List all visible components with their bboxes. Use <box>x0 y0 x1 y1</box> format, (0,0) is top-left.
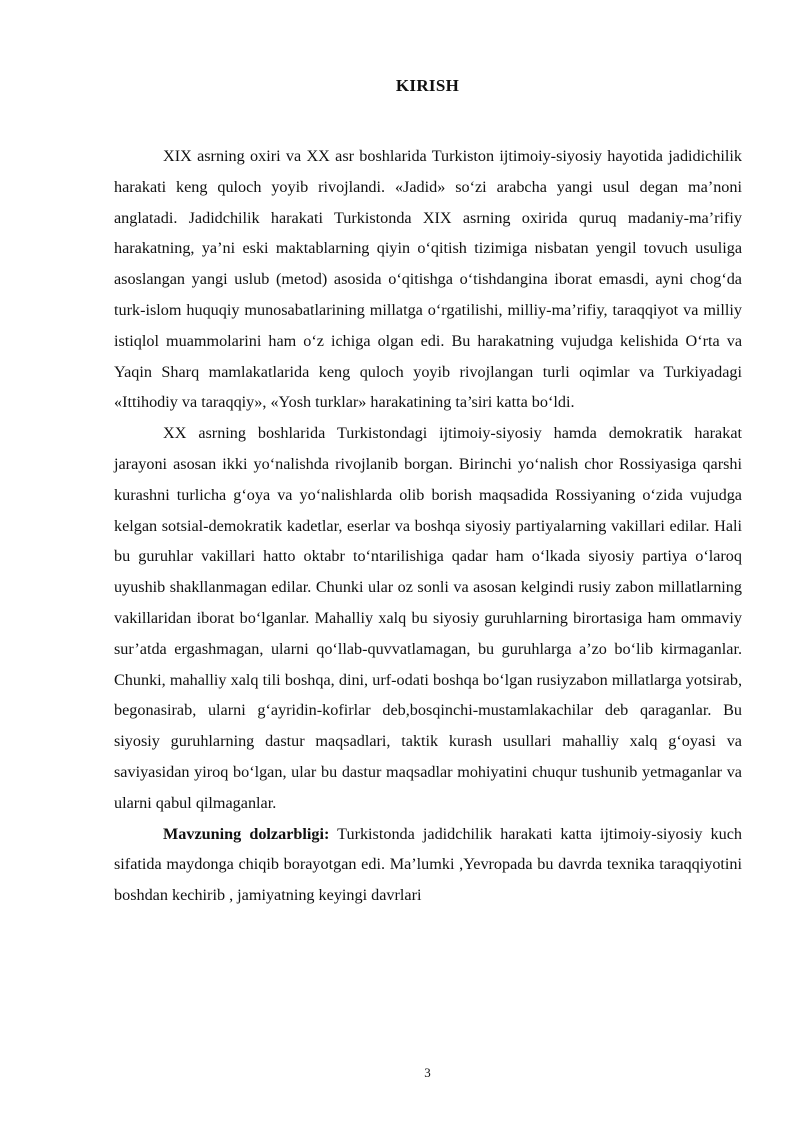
paragraph-relevance <box>114 819 742 911</box>
paragraph-political-movement <box>114 418 742 818</box>
paragraph-lead-heading: Mavzuning dolzarbligi: <box>163 824 330 843</box>
page-number: 3 <box>424 1065 431 1080</box>
document-body <box>114 141 742 911</box>
page-title: KIRISH <box>395 76 460 95</box>
paragraph-text: Turkistonda jadidchilik harakati katta ijtimoiy-siyosiy kuch sifatida maydonga chiqib borayotgan edi. Ma’lumki ,Yevropada bu davrda texnika taraqqiyotini boshdan kechirib , jamiyatning keyingi davrlari <box>114 824 742 905</box>
paragraph-intro <box>114 141 742 418</box>
paragraph-text: XX asrning boshlarida Turkistondagi ijtimoiy-siyosiy hamda demokratik harakat jarayoni asosan ikki yo‘nalishda rivojlanib borgan. Birinchi yo‘nalish chor Rossiyasiga qarshi kurashni turlicha g‘oya va yo‘nalishlarda olib borish maqsadida Rossiyaning o‘zida vujudga kelgan sotsial-demokratik kadetlar, eserlar va boshqa siyosiy partiyalarning vakillari edilar. Hali bu guruhlar vakillari hatto oktabr to‘ntarilishiga qadar ham o‘lkada siyosiy partiya o‘laroq uyushib shakllanmagan edilar. Chunki ular oz sonli va asosan kelgindi rusiy zabon millatlarning vakillaridan iborat bo‘lganlar. Mahalliy xalq bu siyosiy guruhlarning birortasiga ham ommaviy sur’atda ergashmagan, ularni qo‘llab-quvvatlamagan, bu guruhlarga a’zo bo‘lib kirmaganlar. Chunki, mahalliy xalq tili boshqa, dini, urf-odati boshqa bo‘lgan rusiyzabon millatlarga yotsirab, begonasirab, ularni g‘ayridin-kofirlar deb,bosqinchi-mustamlakachilar deb qaraganlar. Bu siyosiy guruhlarning dastur maqsadlari, taktik kurash usullari mahalliy xalq g‘oyasi va saviyasidan yiroq bo‘lgan, ular bu dastur maqsadlar mohiyatini chuqur tushunib yetmaganlar va ularni qabul qilmaganlar. <box>114 424 742 812</box>
paragraph-text: XIX asrning oxiri va XX asr boshlarida Turkiston ijtimoiy-siyosiy hayotida jadidichilik harakati keng quloch yoyib rivojlandi. «Jadid» so‘zi arabcha yangi usul degan ma’noni anglatadi. Jadidchilik harakati Turkistonda XIX asrning oxirida quruq madaniy-ma’rifiy harakatning, ya’ni eski maktablarning qiyin o‘qitish tizimiga nisbatan yengil tovuch usuliga asoslangan yangi uslub (metod) asosida o‘qitishga o‘tishdangina iborat emasdi, ayni chog‘da turk-islom huquqiy munosabatlarining millatga o‘rgatilishi, milliy-ma’rifiy, taraqqiyot va milliy istiqlol muammolarini ham o‘z ichiga olgan edi. Bu harakatning vujudga kelishida O‘rta va Yaqin Sharq mamlakatlarida keng quloch yoyib rivojlangan turli oqimlar va Turkiyadagi «Ittihodiy va taraqqiy», «Yosh turklar» harakatining ta’siri katta bo‘ldi. <box>114 147 742 412</box>
